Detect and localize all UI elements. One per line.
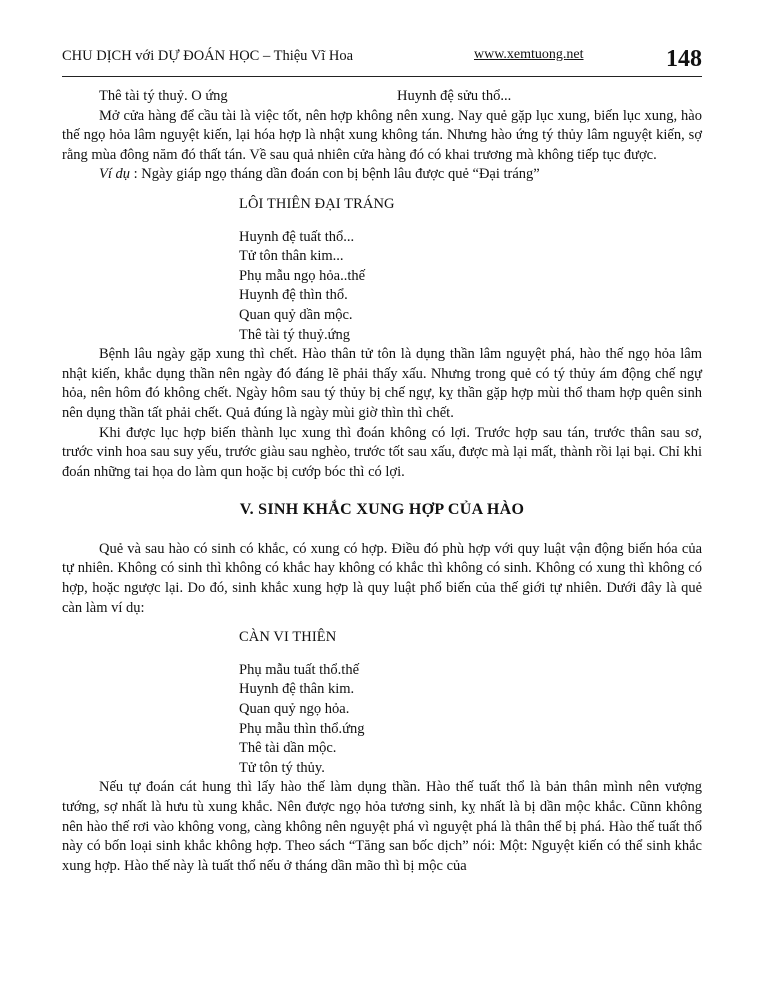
hexagram-line: Quan quỷ ngọ hỏa. — [239, 701, 350, 718]
hexagram-lines — [239, 661, 702, 779]
paragraph: Mở cửa hàng để cầu tài là việc tốt, nên hợp không nên xung. Nay quẻ gặp lục xung, biến lục xung, hào thế ngọ hỏa lâm nguyệt kiến, lại hóa hợp là nhật xung không tán. Nhưng hào ứng tý thủy lâm nguyệt kiến, sợ rằng mùa đông năm đó thất tán. Về sau quả nhiên cửa hàng đó có khai trương mà không tiếp tục được. — [62, 107, 702, 163]
example-text: : Ngày giáp ngọ tháng dần đoán con bị bệnh lâu được quẻ “Đại tráng” — [130, 166, 540, 183]
hexagram-line: Thê tài dần mộc. — [239, 740, 337, 757]
hexagram-line: Phụ mẫu tuất thổ.thế — [239, 661, 360, 678]
hexagram-line: Tử tôn tý thủy. — [239, 759, 325, 776]
paragraph: Nếu tự đoán cát hung thì lấy hào thế làm dụng thần. Hào thế tuất thổ là bản thân mình nên vượng tướng, sợ nhất là hưu tù xung khắc. Nên được ngọ hỏa tương sinh, kỵ nhất là bị dần mộc khắc. Cũnn không nên hào thế rơi vào không vong, càng không nên nguyệt phá vì nguyệt phá là thân thể bị phá. Hào thế tuất thổ này có bốn loại sinh khắc không hợp. Theo sách “Tăng san bốc dịch” nói: Một: Nguyệt kiến có thể sinh khắc xung hợp. Hào thế này là tuất thổ nếu ở tháng dần mão thì bị mộc của — [62, 779, 702, 874]
hexagram-line: Thê tài tý thuỷ.ứng — [239, 326, 350, 343]
example-label: Ví dụ — [99, 166, 131, 183]
book-title: CHU DỊCH với DỰ ĐOÁN HỌC – Thiệu Vĩ Hoa — [62, 48, 354, 64]
hexagram-line-left: Thê tài tý thuỷ. O ứng — [99, 88, 228, 104]
hexagram-line: Huynh đệ thìn thổ. — [239, 287, 348, 304]
example-paragraph — [62, 165, 702, 185]
hexagram-title: LÔI THIÊN ĐẠI TRÁNG — [239, 195, 395, 212]
hexagram-line: Huynh đệ thân kim. — [239, 681, 355, 698]
paragraph: Quẻ và sau hào có sinh có khắc, có xung có hợp. Điều đó phù hợp với quy luật vận động biến hóa của tự nhiên. Không có sinh thì không có khắc hay không có khắc thì không có sinh. Không có xung thì không có hợp, hoặc ngược lại. Do đó, sinh khắc xung hợp là quy luật phổ biến của thế giới tự nhiên. Dưới đây là quẻ càn làm ví dụ: — [62, 540, 702, 616]
website-link[interactable]: www.xemtuong.net — [474, 47, 584, 62]
hexagram-line: Phụ mẫu ngọ hỏa..thế — [239, 267, 366, 284]
hexagram-line: Quan quỷ dần mộc. — [239, 306, 353, 323]
page-header — [62, 36, 702, 77]
paragraph: Bệnh lâu ngày gặp xung thì chết. Hào thân tử tôn là dụng thần lâm nguyệt phá, hào thế ngọ hỏa lâm nhật kiến, khắc dụng thần nên ngày đó đáng lẽ phải thấy xấu. Nhưng trong quẻ có tý thủy ám động chế ngự hỏa, nên hôm đó không chết. Ngày hôm sau tý thủy bị chế ngự, kỵ thần gặp hợp mùi thổ tham hợp quên sinh nên dụng thần tất phải chết. Quả đúng là ngày mùi giờ thìn thì chết. — [62, 346, 702, 421]
hexagram-line: Tử tôn thân kim... — [239, 248, 344, 265]
hexagram-lines — [239, 228, 702, 346]
hexagram-line: Phụ mẫu thìn thổ.ứng — [239, 720, 365, 737]
hexagram-line: Huynh đệ tuất thổ... — [239, 228, 355, 245]
page-body — [62, 87, 702, 876]
hexagram-title: CÀN VI THIÊN — [239, 629, 337, 646]
page-number: 148 — [666, 46, 702, 72]
section-heading: V. SINH KHẮC XUNG HỢP CỦA HÀO — [239, 501, 525, 519]
hexagram-line-right: Huynh đệ sửu thổ... — [397, 88, 512, 104]
paragraph: Khi được lục hợp biến thành lục xung thì đoán không có lợi. Trước hợp sau tán, trước thân sau sơ, trước vinh hoa sau suy yếu, trước giàu sau nghèo, trước tốt sau xấu, được mà lại mất, thành rồi lại bại. Chỉ khi đoán những tai họa do làm qun hoặc bị cướp bóc thì có lợi. — [62, 424, 702, 480]
hexagram-continuation-line — [62, 87, 702, 107]
